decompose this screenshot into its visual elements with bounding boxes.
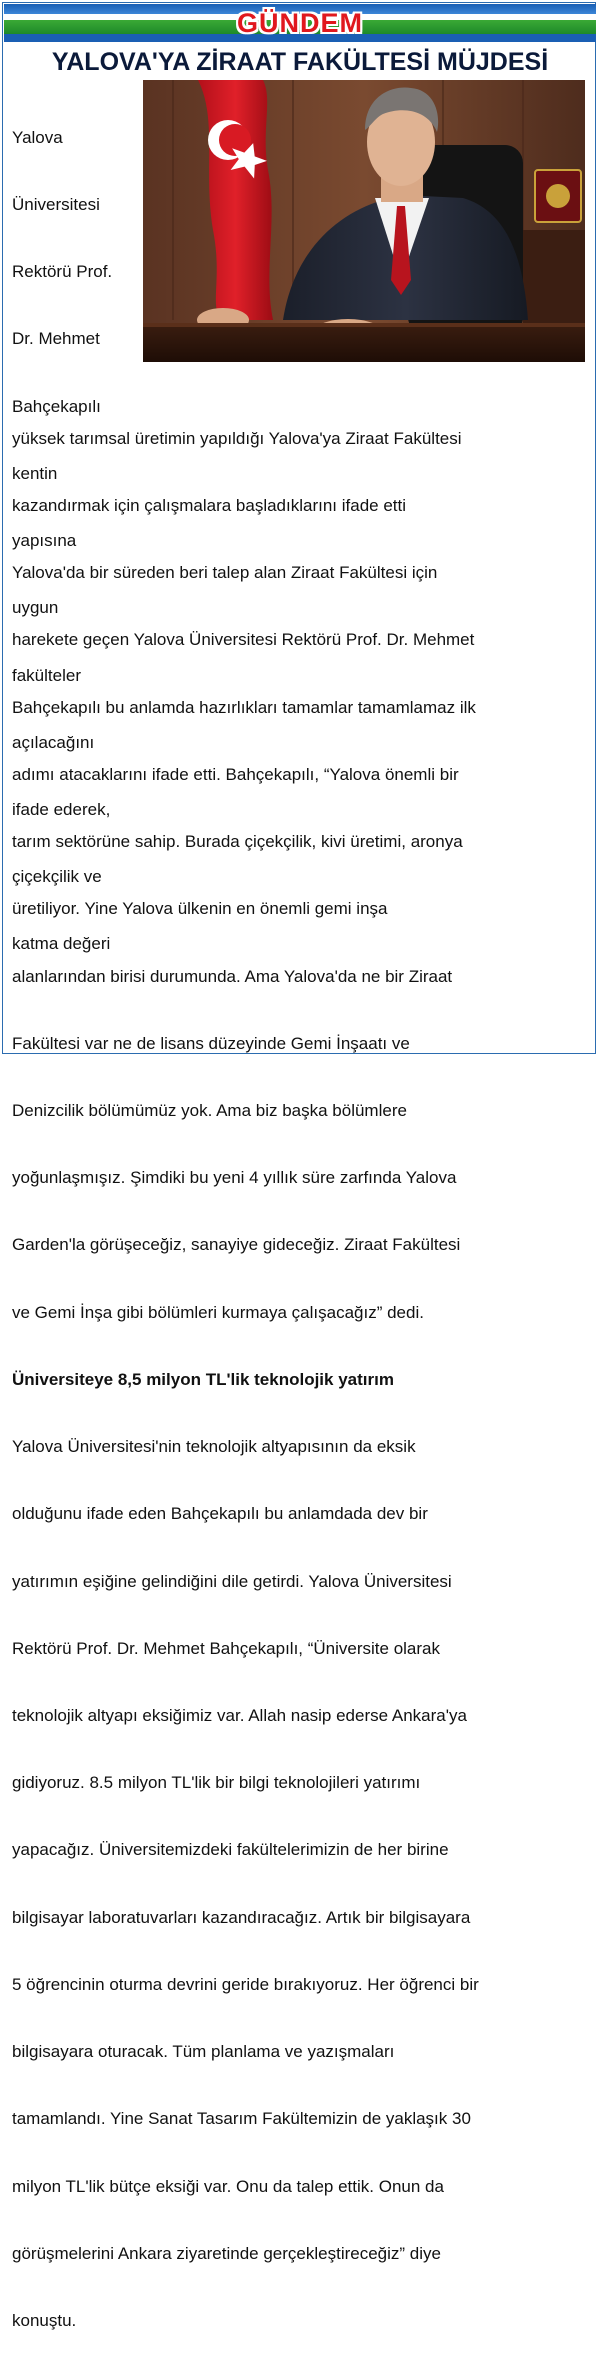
intro-line: çiçekçilik ve	[12, 867, 102, 887]
body-line: kazandırmak için çalışmalara başladıklarını ifade etti	[12, 496, 407, 516]
subheading: Üniversiteye 8,5 milyon TL'lik teknolojik yatırım	[12, 1369, 394, 1389]
intro-line: Yalova	[12, 127, 63, 147]
body-line: yoğunlaşmışız. Şimdiki bu yeni 4 yıllık süre zarfında Yalova	[12, 1168, 457, 1188]
intro-line: Rektörü Prof.	[12, 262, 113, 282]
body-line: teknolojik altyapı eksiğimiz var. Allah nasip ederse Ankara'ya	[12, 1705, 467, 1725]
body-line: milyon TL'lik bütçe eksiği var. Onu da talep ettik. Onun da	[12, 2176, 444, 2196]
body-line: Bahçekapılı bu anlamda hazırlıkları tamamlar tamamlamaz ilk	[12, 697, 476, 717]
body-line: yatırımın eşiğine gelindiğini dile getirdi. Yalova Üniversitesi	[12, 1571, 452, 1591]
intro-line: fakülteler	[12, 665, 81, 685]
body-line: bilgisayara oturacak. Tüm planlama ve yazışmaları	[12, 2042, 395, 2062]
section-label: GÜNDEM	[237, 8, 363, 38]
rector-photo	[143, 80, 585, 362]
body-line: gidiyoruz. 8.5 milyon TL'lik bir bilgi teknolojileri yatırımı	[12, 1773, 421, 1793]
body-line: Garden'la görüşeceğiz, sanayiye gideceğiz. Ziraat Fakültesi	[12, 1235, 461, 1255]
intro-line: Üniversitesi	[12, 195, 100, 215]
body-line: tamamlandı. Yine Sanat Tasarım Fakültemizin de yaklaşık 30	[12, 2109, 471, 2129]
intro-line: uygun	[12, 598, 59, 618]
body-line: Yalova'da bir süreden beri talep alan Ziraat Fakültesi için	[12, 563, 438, 583]
body-line: ve Gemi İnşa gibi bölümleri kurmaya çalışacağız” dedi.	[12, 1302, 424, 1322]
body-line: yüksek tarımsal üretimin yapıldığı Yalova'ya Ziraat Fakültesi	[12, 428, 462, 448]
article-body	[12, 383, 592, 2355]
body-line: üretiliyor. Yine Yalova ülkenin en önemli gemi inşa	[12, 899, 388, 919]
intro-line: kentin	[12, 463, 58, 483]
body-line: konuştu.	[12, 2310, 77, 2330]
intro-line: Bahçekapılı	[12, 396, 101, 416]
body-line: 5 öğrencinin oturma devrini geride bırakıyoruz. Her öğrenci bir	[12, 1974, 479, 1994]
intro-line: yapısına	[12, 531, 77, 551]
body-line: adımı atacaklarını ifade etti. Bahçekapılı, “Yalova önemli bir	[12, 764, 459, 784]
body-line: bilgisayar laboratuvarları kazandıracağız. Artık bir bilgisayara	[12, 1907, 471, 1927]
section-banner	[4, 4, 596, 42]
intro-line: ifade ederek,	[12, 800, 111, 819]
body-line: Fakültesi var ne de lisans düzeyinde Gemi İnşaatı ve	[12, 1033, 410, 1053]
body-line: Rektörü Prof. Dr. Mehmet Bahçekapılı, “Üniversite olarak	[12, 1638, 440, 1658]
body-line: alanlarından birisi durumunda. Ama Yalova'da ne bir Ziraat	[12, 966, 453, 986]
body-line: görüşmelerini Ankara ziyaretinde gerçekleştireceğiz” diye	[12, 2243, 441, 2263]
body-line: Denizcilik bölümümüz yok. Ama biz başka bölümlere	[12, 1101, 407, 1120]
intro-line: katma değeri	[12, 934, 111, 954]
headline: YALOVA'YA ZİRAAT FAKÜLTESİ MÜJDESİ	[51, 48, 549, 76]
body-line: Yalova Üniversitesi'nin teknolojik altyapısının da eksik	[12, 1437, 416, 1457]
body-line: olduğunu ifade eden Bahçekapılı bu anlamdada dev bir	[12, 1504, 428, 1524]
intro-line: açılacağını	[12, 732, 95, 752]
body-line: harekete geçen Yalova Üniversitesi Rektörü Prof. Dr. Mehmet	[12, 630, 475, 650]
body-line: tarım sektörüne sahip. Burada çiçekçilik, kivi üretimi, aronya	[12, 832, 463, 852]
body-line: yapacağız. Üniversitemizdeki fakültelerimizin de her birine	[12, 1840, 449, 1860]
intro-line: Dr. Mehmet	[12, 329, 100, 349]
